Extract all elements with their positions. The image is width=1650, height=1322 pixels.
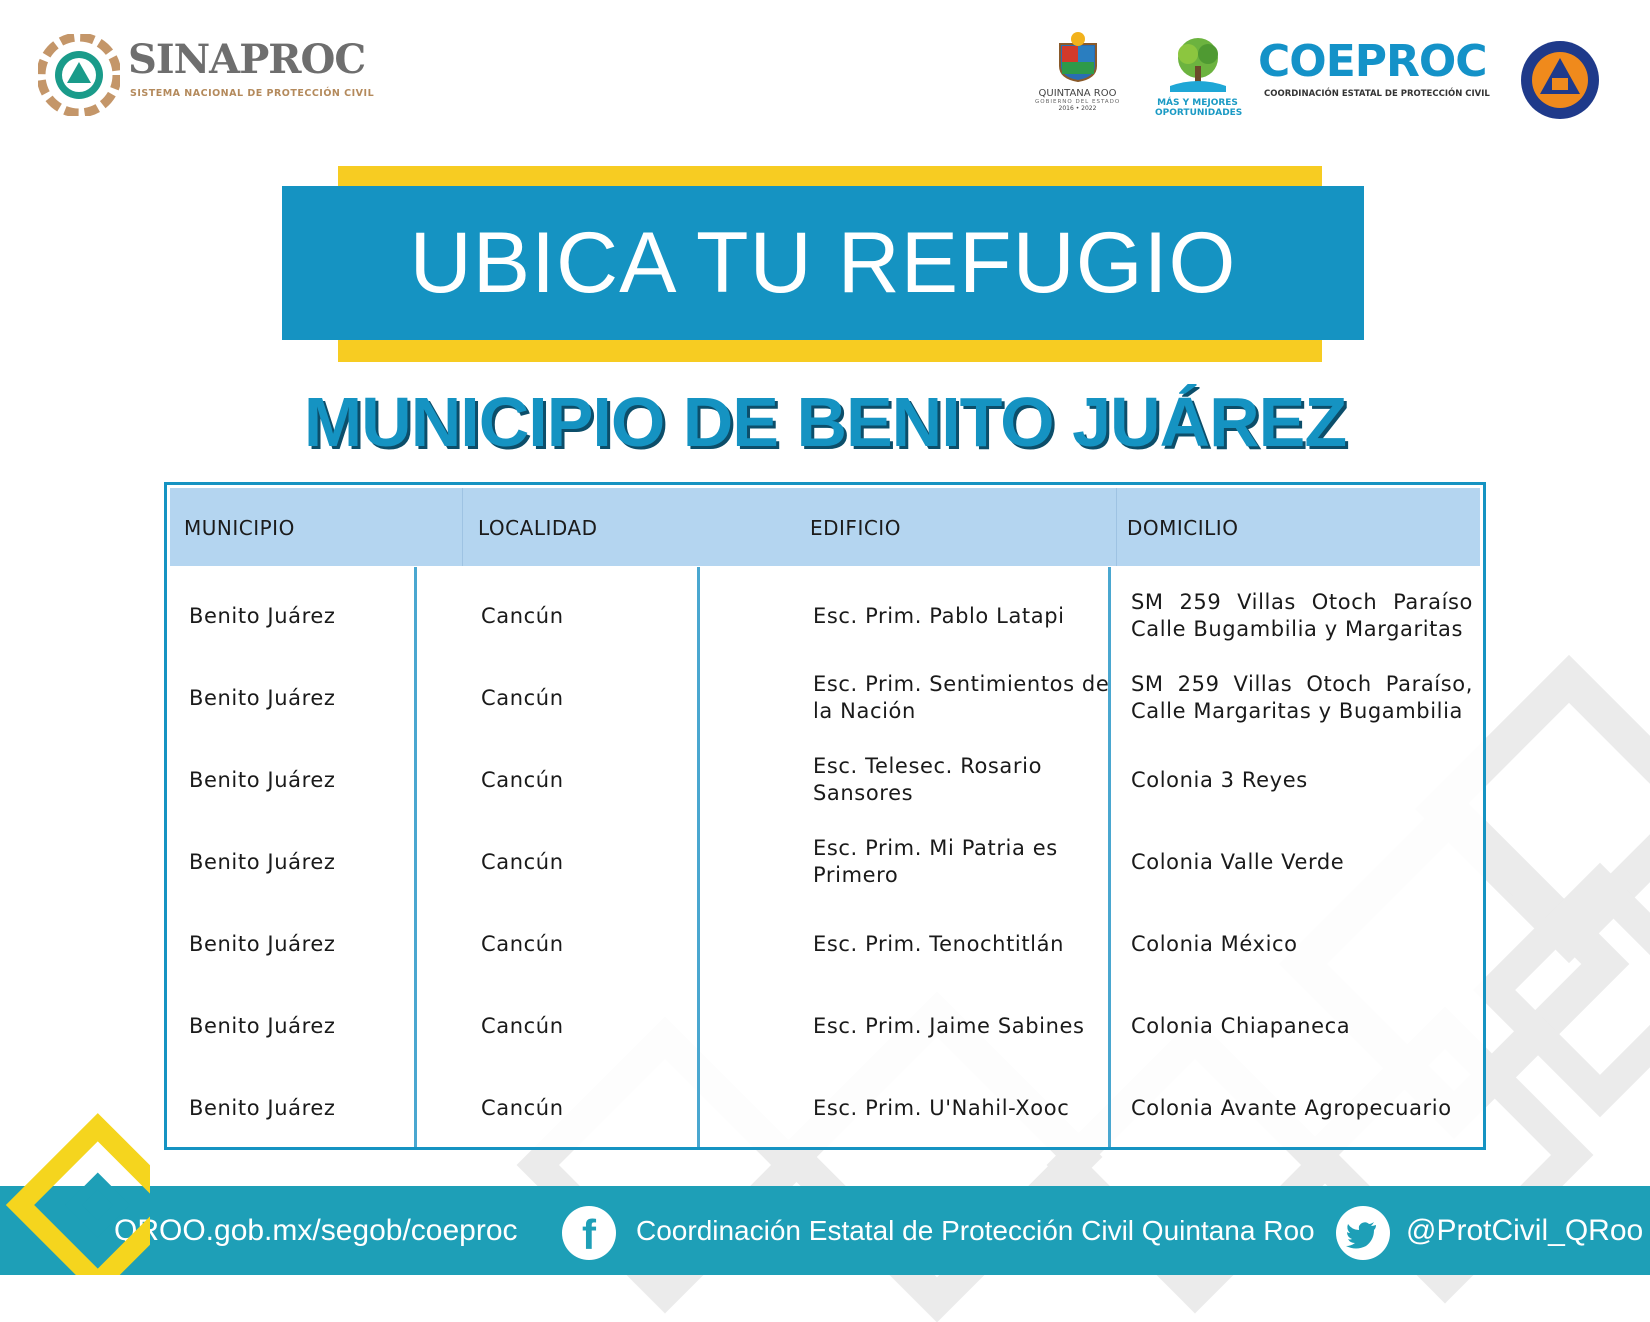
proteccion-civil-seal (1520, 40, 1600, 120)
cell-localidad: Cancún (481, 849, 564, 874)
cell-localidad: Cancún (481, 931, 564, 956)
table-row (167, 821, 1483, 903)
table-header (170, 488, 1480, 566)
cell-edificio: Esc. Prim. U'Nahil-Xooc (813, 1095, 1070, 1120)
header-divider (1116, 488, 1117, 566)
coeproc-name: COEPROC (1258, 36, 1487, 87)
table-row (167, 657, 1483, 739)
sinaproc-logo (38, 34, 120, 116)
quintana-roo-name: QUINTANA ROO (1038, 88, 1117, 99)
twitter-icon[interactable] (1336, 1206, 1390, 1260)
sinaproc-subtitle: SISTEMA NACIONAL DE PROTECCIÓN CIVIL (130, 88, 375, 99)
cell-localidad: Cancún (481, 603, 564, 628)
quintana-roo-shield-icon (1056, 30, 1100, 82)
cell-municipio: Benito Juárez (189, 1013, 336, 1038)
table-row (167, 903, 1483, 985)
cell-domicilio: Colonia Chiapaneca (1131, 1013, 1351, 1038)
cell-domicilio: SM 259 Villas Otoch Paraíso, Calle Margaritas y Bugambilia (1131, 672, 1473, 723)
table-row (167, 575, 1483, 657)
municipality-subtitle: MUNICIPIO DE BENITO JUÁREZ (303, 383, 1347, 461)
oportunidades-line2: OPORTUNIDADES (1155, 108, 1243, 118)
table-row (167, 739, 1483, 821)
footer-bar (0, 1186, 1650, 1275)
cell-municipio: Benito Juárez (189, 849, 336, 874)
oportunidades-line1: MÁS Y MEJORES (1157, 98, 1238, 108)
cell-edificio: Esc. Prim. Tenochtitlán (813, 931, 1064, 956)
cell-localidad: Cancún (481, 685, 564, 710)
cell-edificio: Esc. Prim. Mi Patria es Primero (813, 836, 1058, 887)
cell-domicilio: Colonia México (1131, 931, 1298, 956)
cell-edificio: Esc. Prim. Sentimientos de la Nación (813, 672, 1110, 723)
cell-edificio: Esc. Telesec. Rosario Sansores (813, 754, 1043, 805)
header-edificio: EDIFICIO (810, 516, 901, 540)
cell-municipio: Benito Juárez (189, 603, 336, 628)
cell-domicilio: Colonia 3 Reyes (1131, 767, 1308, 792)
footer-facebook-link[interactable]: Coordinación Estatal de Protección Civil Quintana Roo (636, 1215, 1315, 1246)
corner-fret-decoration (0, 1095, 150, 1275)
header-municipio: MUNICIPIO (184, 516, 295, 540)
quintana-roo-line2: GOBIERNO DEL ESTADO (1035, 99, 1121, 105)
table-row (167, 1067, 1483, 1149)
footer-twitter-link[interactable]: @ProtCivil_QRoo (1406, 1214, 1644, 1247)
page-title: UBICA TU REFUGIO (409, 215, 1237, 311)
cell-municipio: Benito Juárez (189, 931, 336, 956)
shelters-table (164, 482, 1486, 1150)
cell-localidad: Cancún (481, 767, 564, 792)
header-divider (462, 488, 463, 566)
cell-edificio: Esc. Prim. Pablo Latapi (813, 603, 1065, 628)
oportunidades-logo (1155, 36, 1243, 118)
tree-icon (1166, 36, 1230, 94)
quintana-roo-logo (1035, 30, 1120, 120)
cell-domicilio: Colonia Avante Agropecuario (1131, 1095, 1452, 1120)
quintana-roo-years: 2016 • 2022 (1058, 105, 1097, 112)
cell-domicilio: SM 259 Villas Otoch Paraíso Calle Bugambilia y Margaritas (1131, 590, 1473, 641)
facebook-icon[interactable]: f (562, 1206, 616, 1260)
footer-website-link[interactable]: QROO.gob.mx/segob/coeproc (114, 1214, 518, 1247)
cell-localidad: Cancún (481, 1095, 564, 1120)
cell-domicilio: Colonia Valle Verde (1131, 849, 1345, 874)
table-row (167, 985, 1483, 1067)
coeproc-subtitle: COORDINACIÓN ESTATAL DE PROTECCIÓN CIVIL (1264, 89, 1490, 99)
header-domicilio: DOMICILIO (1127, 516, 1239, 540)
cell-municipio: Benito Juárez (189, 767, 336, 792)
cell-municipio: Benito Juárez (189, 1095, 336, 1120)
cell-edificio: Esc. Prim. Jaime Sabines (813, 1013, 1085, 1038)
cell-localidad: Cancún (481, 1013, 564, 1038)
header-localidad: LOCALIDAD (478, 516, 598, 540)
sinaproc-name: SINAPROC (128, 36, 366, 83)
cell-municipio: Benito Juárez (189, 685, 336, 710)
